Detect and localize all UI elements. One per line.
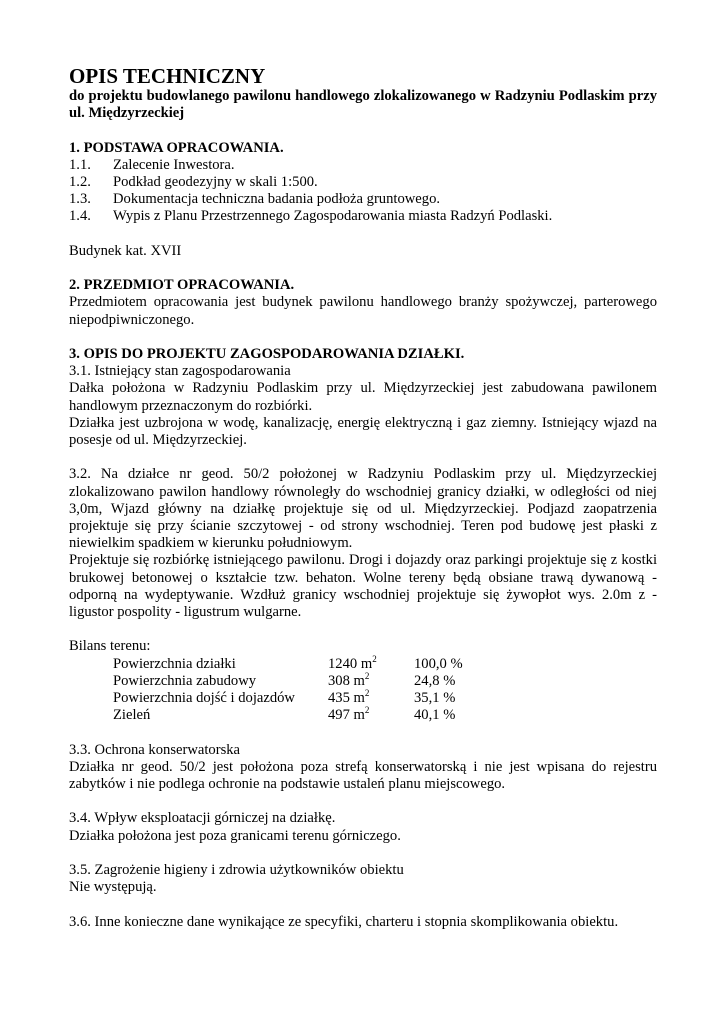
document-page xyxy=(69,64,657,931)
bilans-area: 1240 $m^2$ xyxy=(328,653,377,672)
list-item-number: 1.3. xyxy=(69,191,91,208)
subsection-3-3-title: 3.3. Ochrona konserwatorska xyxy=(69,741,241,758)
list-item-text: Podkład geodezyjny w skali 1:500. xyxy=(113,174,318,190)
bilans-name: Powierzchnia działki xyxy=(113,655,236,672)
bilans-title: Bilans terenu: xyxy=(69,638,151,655)
subsection-3-2-paragraph-1: 3.2. Na działce nr geod. 50/2 położonej w Radzyniu Podlaskim przy ul. Międzyrzeckiej zlokalizowano pawilon handlowy równoległy do wschodniej granicy działki, w odległości od niej 3,0m, Wjazd główny na działkę projektuje się od ul. Międzyrzeckiej. Podjazd zaopatrzenia projektuje się przy ścianie szczytowej - od strony wschodniej. Teren pod budowę jest płaski z niewielkim spadkiem w kierunku południowym. xyxy=(69,466,657,552)
bilans-percent: 40,1 % xyxy=(414,707,456,724)
list-item-number: 1.4. xyxy=(69,208,91,225)
subsection-3-1-title: 3.1. Istniejący stan zagospodarowania xyxy=(69,363,291,380)
list-item-text: Zalecenie Inwestora. xyxy=(113,156,235,173)
list-item-number: 1.1. xyxy=(69,156,91,173)
section-1-list xyxy=(69,157,657,226)
document-subtitle: do projektu budowlanego pawilonu handlowego zlokalizowanego w Radzyniu Podlaskim przy ul. Międzyrzeckiej xyxy=(69,88,657,122)
bilans-name: Powierzchnia zabudowy xyxy=(113,672,257,689)
table-row xyxy=(113,656,494,673)
bilans-area: 497 $m^2$ xyxy=(328,705,370,724)
subsection-3-4-text: Działka położona jest poza granicami terenu górniczego. xyxy=(69,827,401,844)
table-row xyxy=(113,707,494,724)
section-2-heading: 2. PRZEDMIOT OPRACOWANIA. xyxy=(69,277,295,294)
section-3-heading: 3. OPIS DO PROJEKTU ZAGOSPODAROWANIA DZIAŁKI. xyxy=(69,345,465,362)
bilans-percent: 35,1 % xyxy=(414,690,456,707)
subsection-3-1-paragraph-2: Działka jest uzbrojona w wodę, kanalizację, energię elektryczną i gaz ziemny. Istniejący wjazd na posesje od ul. Międzyrzeckiej. xyxy=(69,414,657,448)
bilans-table xyxy=(113,653,494,725)
list-item xyxy=(69,157,657,174)
bilans-name: Powierzchnia dojść i dojazdów xyxy=(113,690,295,707)
list-item-number: 1.2. xyxy=(69,174,91,190)
bilans-percent: 24,8 % xyxy=(414,672,456,689)
subsection-3-2-paragraph-2: Projektuje się rozbiórkę istniejącego pawilonu. Drogi i dojazdy oraz parkingi projektuje się z kostki brukowej betonowej o kształcie tzw. behaton. Wolne tereny będą obsiane trawą dywanową - odporną na wydeptywanie. Wzdłuż granicy wschodniej projektuje się żywopłot wys. 2.0m z - ligustor pospolity - ligustrum wulgarne. xyxy=(69,552,657,621)
table-row xyxy=(113,673,494,690)
table-row xyxy=(113,690,494,707)
bilans-area: 308 $m^2$ xyxy=(328,670,370,689)
subsection-3-1-paragraph-1: Dałka położona w Radzyniu Podlaskim przy ul. Międzyrzeckiej jest zabudowana pawilonem handlowym przeznaczonym do rozbiórki. xyxy=(69,380,657,414)
list-item xyxy=(69,191,657,208)
list-item-text: Dokumentacja techniczna badania podłoża gruntowego. xyxy=(113,191,441,208)
section-1-heading: 1. PODSTAWA OPRACOWANIA. xyxy=(69,139,284,156)
building-category: Budynek kat. XVII xyxy=(69,242,182,259)
bilans-name: Zieleń xyxy=(113,707,151,724)
list-item xyxy=(69,208,657,225)
subsection-3-4-title: 3.4. Wpływ eksploatacji górniczej na działkę. xyxy=(69,810,336,827)
subsection-3-5-title: 3.5. Zagrożenie higieny i zdrowia użytkowników obiektu xyxy=(69,862,404,878)
subsection-3-6-title: 3.6. Inne konieczne dane wynikające ze specyfiki, charteru i stopnia skomplikowania obiektu. xyxy=(69,913,619,930)
list-item xyxy=(69,174,657,191)
bilans-percent: 100,0 % xyxy=(414,655,463,672)
subsection-3-3-text: Działka nr geod. 50/2 jest położona poza strefą konserwatorską i nie jest wpisana do rejestru zabytków i nie podlega ochronie na podstawie ustaleń planu miejscowego. xyxy=(69,758,657,793)
list-item-text: Wypis z Planu Przestrzennego Zagospodarowania miasta Radzyń Podlaski. xyxy=(113,208,553,225)
section-2-text: Przedmiotem opracowania jest budynek pawilonu handlowego branży spożywczej, parterowego niepodpiwniczonego. xyxy=(69,294,657,328)
subsection-3-5-text: Nie występują. xyxy=(69,879,157,896)
document-title: OPIS TECHNICZNY xyxy=(69,64,266,88)
bilans-area: 435 $m^2$ xyxy=(328,688,370,707)
